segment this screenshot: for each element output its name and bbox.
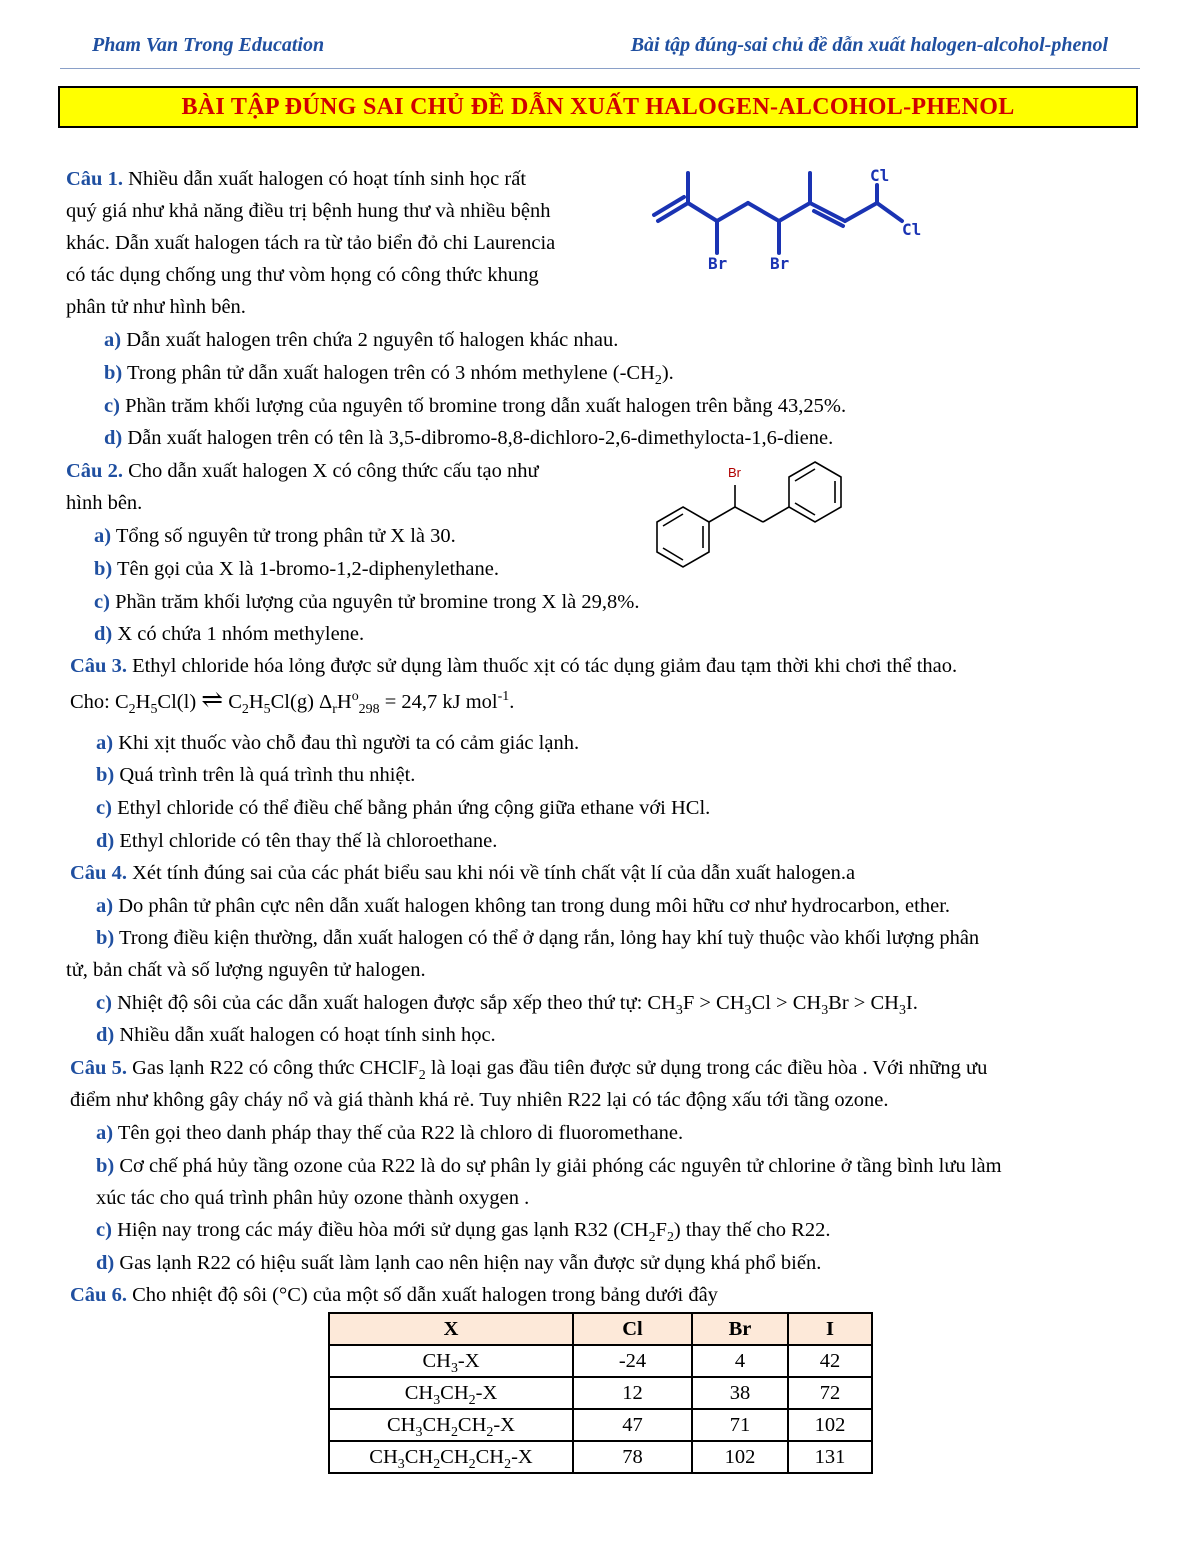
header-left: Pham Van Trong Education: [92, 34, 325, 56]
sub: 3: [433, 1392, 441, 1408]
sub: 2: [433, 1456, 441, 1472]
boiling-point-table: [328, 1312, 873, 1474]
mol1-cl-top: Cl: [870, 166, 890, 185]
sub: 2: [418, 1068, 426, 1084]
header-divider: [60, 68, 1140, 69]
option-label-c: c): [96, 1219, 112, 1241]
sub: 3: [450, 1360, 458, 1376]
q3-option-b-text: Quá trình trên là quá trình thu nhiệt.: [119, 764, 416, 786]
option-label-a: a): [94, 525, 112, 547]
formula-part: CH: [440, 1445, 469, 1468]
option-label-d: d): [94, 623, 113, 645]
q2-line-2: hình bên.: [66, 492, 143, 514]
q3-label: Câu 3.: [70, 655, 127, 677]
q4-option-b: [96, 926, 979, 950]
table-header-row: [329, 1313, 872, 1345]
q2-label: Câu 2.: [66, 460, 123, 482]
table-cell-formula: [329, 1409, 573, 1441]
q4-c-part: Nhiệt độ sôi của các dẫn xuất halogen được sắp xếp theo thứ tự: CH: [117, 992, 676, 1014]
q1-option-d: [104, 426, 833, 450]
sub: 5: [263, 702, 271, 718]
q1-line-4: có tác dụng chống ung thư vòm họng có công thức khung: [66, 264, 539, 286]
sub: 3: [397, 1456, 405, 1472]
sub: 2: [450, 1424, 458, 1440]
q1-text-1: Nhiều dẫn xuất halogen có hoạt tính sinh học rất: [122, 168, 527, 190]
q1-line-1: [66, 167, 526, 191]
table-cell-value: 71: [692, 1409, 788, 1441]
q5-line-1: [70, 1056, 988, 1084]
mol2-br: Br: [728, 465, 741, 480]
q4-option-b-text: Trong điều kiện thường, dẫn xuất halogen có thể ở dạng rắn, lỏng hay khí tuỳ thuộc vào khối lượng phân: [119, 927, 980, 949]
table-cell-value: -24: [573, 1345, 692, 1377]
q4-option-d-text: Nhiều dẫn xuất halogen có hoạt tính sinh học.: [119, 1024, 496, 1046]
q1-option-d-text: Dẫn xuất halogen trên có tên là 3,5-dibromo-8,8-dichloro-2,6-dimethylocta-1,6-diene.: [127, 427, 834, 449]
table-row: [329, 1441, 872, 1473]
eq-part: Cl(l): [157, 691, 202, 713]
sub: 2: [648, 1230, 656, 1246]
formula-part: CH: [404, 1445, 434, 1468]
eq-part: C: [223, 691, 242, 713]
q1-option-c-text: Phần trăm khối lượng của nguyên tố bromine trong dẫn xuất halogen trên bằng 43,25%.: [125, 395, 847, 417]
formula-part: CH: [457, 1413, 487, 1436]
q5-option-b-text: Cơ chế phá hủy tầng ozone của R22 là do sự phân ly giải phóng các nguyên tử chlorine ở tầng bình lưu làm: [119, 1155, 1002, 1177]
option-label-c: c): [96, 992, 112, 1014]
eq-part: Cho: C: [70, 691, 129, 713]
table-cell-value: 12: [573, 1377, 692, 1409]
q3-option-a: [96, 731, 579, 755]
q5-option-d-text: Gas lạnh R22 có hiệu suất làm lạnh cao nên hiện nay vẫn được sử dụng khá phổ biến.: [119, 1252, 822, 1274]
q5-option-c: [96, 1218, 831, 1246]
sup: -1: [497, 689, 510, 705]
q5-label: Câu 5.: [70, 1057, 127, 1079]
q2-option-d-text: X có chứa 1 nhóm methylene.: [117, 623, 365, 645]
formula-part: CH: [475, 1445, 505, 1468]
q1-option-a: [104, 328, 618, 352]
formula-part: -X: [511, 1445, 533, 1468]
sup: o: [351, 689, 359, 705]
q2-option-b-text: Tên gọi của X là 1-bromo-1,2-diphenylethane.: [117, 558, 499, 580]
table-cell-value: 102: [692, 1441, 788, 1473]
option-label-a: a): [96, 732, 114, 754]
sub: 3: [821, 1003, 829, 1019]
sub: 2: [486, 1424, 494, 1440]
q1-line-5: phân tử như hình bên.: [66, 296, 246, 318]
eq-part: H: [135, 691, 151, 713]
q5-option-a-text: Tên gọi theo danh pháp thay thế của R22 là chloro di fluoromethane.: [117, 1122, 684, 1144]
q1-option-b: [104, 361, 674, 389]
q4-option-d: [96, 1023, 496, 1047]
sub: 2: [666, 1230, 674, 1246]
q3-option-c-text: Ethyl chloride có thể điều chế bằng phản ứng cộng giữa ethane với HCl.: [117, 797, 711, 819]
eq-part: .: [509, 691, 515, 713]
option-label-d: d): [96, 1252, 115, 1274]
option-label-a: a): [96, 1122, 114, 1144]
eq-part: Cl(g) Δ: [270, 691, 333, 713]
q4-c-part: I.: [905, 992, 918, 1014]
table-row: [329, 1345, 872, 1377]
option-label-d: d): [96, 830, 115, 852]
q4-c-part: Cl > CH: [751, 992, 822, 1014]
q1-line-2: quý giá như khả năng điều trị bệnh hung thư và nhiều bệnh: [66, 200, 551, 222]
formula-part: CH: [369, 1445, 398, 1468]
q5-c-part: ) thay thế cho R22.: [673, 1219, 831, 1241]
q5-text-1: Gas lạnh R22 có công thức CHClF: [126, 1057, 419, 1079]
sub: 3: [675, 1003, 683, 1019]
q2-option-a-text: Tổng số nguyên tử trong phân tử X là 30.: [115, 525, 456, 547]
q3-option-c: [96, 796, 710, 820]
q5-option-b-cont: xúc tác cho quá trình phân hủy ozone thành oxygen .: [96, 1187, 530, 1209]
q4-option-a-text: Do phân tử phân cực nên dẫn xuất halogen không tan trong dung môi hữu cơ như hydrocarbon, ether.: [118, 895, 951, 917]
sub: 2: [128, 702, 136, 718]
option-label-b: b): [96, 927, 115, 949]
formula-part: CH: [440, 1381, 469, 1404]
q2-option-b: [94, 557, 499, 581]
option-label-c: c): [104, 395, 120, 417]
mol1-br-right: Br: [770, 254, 790, 273]
option-label-c: c): [96, 797, 112, 819]
option-label-b: b): [96, 764, 115, 786]
formula-part: CH: [387, 1413, 416, 1436]
q4-option-c: [96, 991, 918, 1019]
q4-c-part: Br > CH: [828, 992, 899, 1014]
formula-part: CH: [422, 1413, 451, 1436]
q3-text-1: Ethyl chloride hóa lỏng được sử dụng làm thuốc xịt có tác dụng giảm đau tạm thời khi chơi thể thao.: [126, 655, 958, 677]
q5-c-part: F: [655, 1219, 667, 1241]
q3-option-d: [96, 829, 497, 853]
sub: 5: [150, 702, 158, 718]
q2-option-c: [94, 590, 639, 614]
sub: 298: [358, 702, 380, 718]
table-row: [329, 1377, 872, 1409]
q3-option-a-text: Khi xịt thuốc vào chỗ đau thì người ta có cảm giác lạnh.: [118, 732, 580, 754]
table-cell-value: 102: [788, 1409, 872, 1441]
table-cell-formula: [329, 1441, 573, 1473]
sub: 2: [504, 1456, 512, 1472]
q2-molecule-structure: [645, 455, 855, 575]
formula-part: -X: [493, 1413, 515, 1436]
q4-text-1: Xét tính đúng sai của các phát biểu sau khi nói về tính chất vật lí của dẫn xuất halogen.a: [126, 862, 856, 884]
table-header-i: I: [788, 1313, 872, 1345]
table-cell-value: 4: [692, 1345, 788, 1377]
q4-line-1: [70, 861, 855, 885]
q1-option-c: [104, 394, 846, 418]
table-cell-value: 38: [692, 1377, 788, 1409]
q1-molecule-structure: [640, 155, 940, 285]
q3-equation: [70, 685, 515, 718]
q2-line-1: [66, 459, 539, 483]
option-label-a: a): [104, 329, 122, 351]
q3-option-d-text: Ethyl chloride có tên thay thế là chloroethane.: [119, 830, 498, 852]
q4-label: Câu 4.: [70, 862, 127, 884]
table-header-cl: Cl: [573, 1313, 692, 1345]
formula-part: -X: [475, 1381, 498, 1404]
table-cell-formula: [329, 1345, 573, 1377]
sub: r: [332, 702, 337, 718]
formula-part: CH: [404, 1381, 434, 1404]
q6-line-1: [70, 1283, 718, 1307]
mol1-br-left: Br: [708, 254, 728, 273]
sub: 2: [468, 1392, 476, 1408]
sub: 3: [415, 1424, 423, 1440]
q3-line-1: [70, 654, 957, 678]
header-right: Bài tập đúng-sai chủ đề dẫn xuất halogen-alcohol-phenol: [630, 34, 1108, 56]
table-cell-value: 72: [788, 1377, 872, 1409]
table-cell-value: 47: [573, 1409, 692, 1441]
sub: 3: [898, 1003, 906, 1019]
q4-option-a: [96, 894, 950, 918]
q6-text-1: Cho nhiệt độ sôi (°C) của một số dẫn xuất halogen trong bảng dưới đây: [126, 1284, 718, 1306]
page-title: [58, 86, 1138, 128]
q5-option-b: [96, 1154, 1002, 1178]
option-label-a: a): [96, 895, 114, 917]
q5-c-part: Hiện nay trong các máy điều hòa mới sử dụng gas lạnh R32 (CH: [117, 1219, 649, 1241]
formula-part: CH: [422, 1349, 451, 1372]
q5-text-1b: là loại gas đầu tiên được sử dụng trong các điều hòa . Với những ưu: [425, 1057, 988, 1079]
sub: 2: [241, 702, 249, 718]
q1-label: Câu 1.: [66, 168, 123, 190]
q1-option-a-text: Dẫn xuất halogen trên chứa 2 nguyên tố halogen khác nhau.: [126, 329, 619, 351]
table-body: [329, 1345, 872, 1473]
q2-option-c-text: Phần trăm khối lượng của nguyên tử bromine trong X là 29,8%.: [115, 591, 640, 613]
q4-option-b-cont: tử, bản chất và số lượng nguyên tử halogen.: [66, 959, 426, 981]
q5-option-a: [96, 1121, 683, 1145]
eq-part: H: [336, 691, 352, 713]
table-cell-value: 42: [788, 1345, 872, 1377]
q1-option-b-text: Trong phân tử dẫn xuất halogen trên có 3 nhóm methylene (-CH: [127, 362, 655, 384]
option-label-d: d): [104, 427, 123, 449]
q2-text-1: Cho dẫn xuất halogen X có công thức cấu tạo như: [122, 460, 539, 482]
sub: 2: [654, 373, 662, 389]
q2-option-a: [94, 524, 456, 548]
q2-option-d: [94, 622, 364, 646]
sub: 3: [744, 1003, 752, 1019]
eq-part: H: [248, 691, 264, 713]
table-row: [329, 1409, 872, 1441]
q1-option-b-end: ).: [661, 362, 674, 384]
q4-c-part: F > CH: [682, 992, 745, 1014]
table-cell-value: 131: [788, 1441, 872, 1473]
q5-line-2: điểm như không gây cháy nổ và giá thành khá rẻ. Tuy nhiên R22 lại có tác động xấu tới tầng ozone.: [70, 1089, 889, 1111]
page-title-text: BÀI TẬP ĐÚNG SAI CHỦ ĐỀ DẪN XUẤT HALOGEN-ALCOHOL-PHENOL: [181, 93, 1015, 120]
q5-option-d: [96, 1251, 821, 1275]
q3-option-b: [96, 763, 415, 787]
equilibrium-arrow-icon: ⇌: [201, 685, 224, 714]
option-label-b: b): [94, 558, 113, 580]
option-label-b: b): [96, 1155, 115, 1177]
q6-label: Câu 6.: [70, 1284, 127, 1306]
q1-line-3: khác. Dẫn xuất halogen tách ra từ tảo biển đỏ chi Laurencia: [66, 232, 556, 254]
option-label-b: b): [104, 362, 123, 384]
table-cell-formula: [329, 1377, 573, 1409]
table-cell-value: 78: [573, 1441, 692, 1473]
eq-part: = 24,7 kJ mol: [379, 691, 498, 713]
formula-part: -X: [457, 1349, 480, 1372]
option-label-c: c): [94, 591, 110, 613]
mol1-cl-right: Cl: [902, 220, 922, 239]
option-label-d: d): [96, 1024, 115, 1046]
sub: 2: [468, 1456, 476, 1472]
table-header-br: Br: [692, 1313, 788, 1345]
table-header-x: X: [329, 1313, 573, 1345]
